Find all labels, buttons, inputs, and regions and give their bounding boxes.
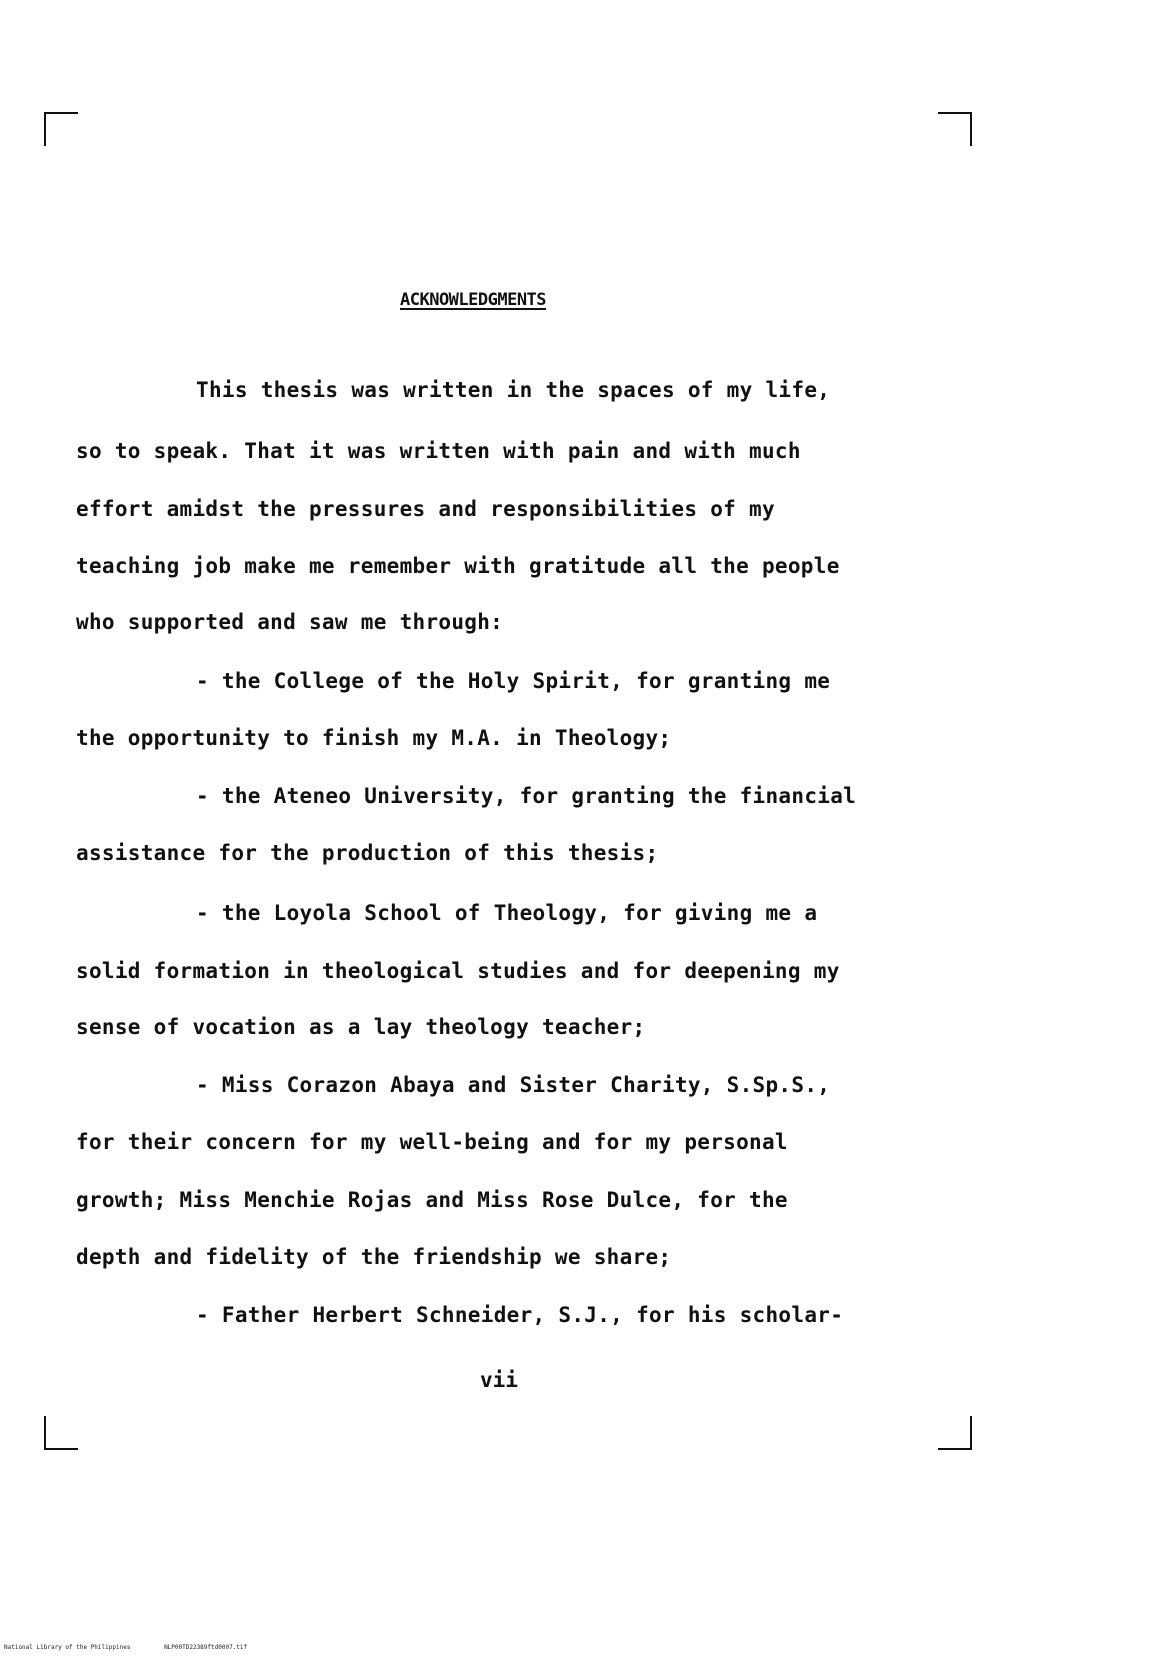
crop-mark-top-left bbox=[44, 112, 78, 146]
body-line: growth; Miss Menchie Rojas and Miss Rose Dulce, for the bbox=[76, 1188, 788, 1212]
page-title: ACKNOWLEDGMENTS bbox=[400, 290, 547, 310]
footer-file: NLP00TD22389ftd0007.tif bbox=[164, 1644, 248, 1651]
body-line: teaching job make me remember with gratitude all the people bbox=[76, 554, 840, 578]
crop-mark-bottom-left bbox=[44, 1416, 78, 1450]
body-line: depth and fidelity of the friendship we share; bbox=[76, 1245, 672, 1269]
body-line: assistance for the production of this thesis; bbox=[76, 841, 659, 865]
body-line: solid formation in theological studies and for deepening my bbox=[76, 959, 840, 983]
crop-mark-top-right bbox=[938, 112, 972, 146]
body-line: sense of vocation as a lay theology teacher; bbox=[76, 1015, 646, 1039]
body-line: - the Loyola School of Theology, for giving me a bbox=[196, 901, 818, 925]
body-line: who supported and saw me through: bbox=[76, 610, 504, 634]
body-line: This thesis was written in the spaces of my life, bbox=[196, 378, 831, 402]
body-line: for their concern for my well-being and for my personal bbox=[76, 1130, 788, 1154]
body-line: effort amidst the pressures and responsibilities of my bbox=[76, 497, 775, 521]
body-line: the opportunity to finish my M.A. in Theology; bbox=[76, 726, 672, 750]
body-line: - Father Herbert Schneider, S.J., for his scholar- bbox=[196, 1303, 844, 1327]
body-line: - Miss Corazon Abaya and Sister Charity, S.Sp.S., bbox=[196, 1073, 831, 1097]
scan-footer bbox=[4, 1644, 277, 1651]
footer-library: National Library of the Philippines bbox=[4, 1644, 131, 1651]
page-number: vii bbox=[480, 1368, 518, 1392]
body-line: so to speak. That it was written with pain and with much bbox=[76, 439, 801, 463]
body-line: - the College of the Holy Spirit, for granting me bbox=[196, 669, 831, 693]
body-line: - the Ateneo University, for granting the financial bbox=[196, 784, 857, 808]
crop-mark-bottom-right bbox=[938, 1416, 972, 1450]
